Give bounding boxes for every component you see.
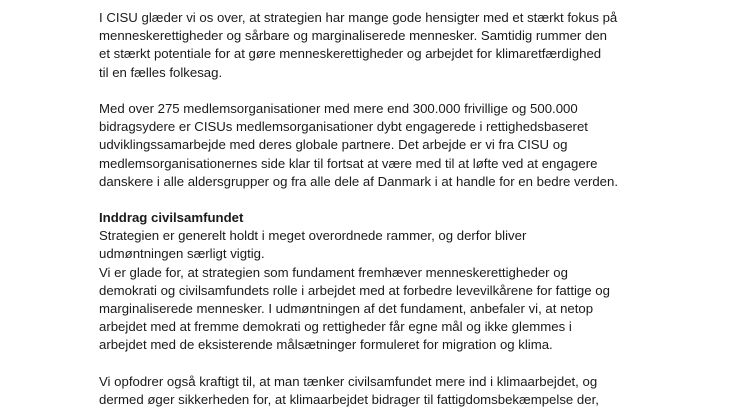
text-line: medlemsorganisationernes side klar til fortsat at være med til at løfte ved at engagere: [99, 155, 598, 171]
text-line: Vi opfodrer også kraftigt til, at man tænker civilsamfundet mere ind i klimaarbejdet, og: [99, 373, 598, 389]
strategy-paragraph: [99, 227, 659, 354]
text-line: arbejdet med de eksisterende målsætninger formuleret for migration og klima.: [99, 337, 553, 353]
climate-paragraph: [99, 373, 659, 409]
paragraph-spacer: [99, 355, 659, 373]
paragraph-spacer: [99, 82, 659, 100]
text-line: til en fælles folkesag.: [99, 64, 223, 80]
section-heading: Inddrag civilsamfundet: [99, 210, 244, 226]
text-line: bidragsydere er CISUs medlemsorganisationer dybt engagerede i rettighedsbaseret: [99, 119, 588, 135]
text-line: marginaliserede mennesker. I udmøntningen af det fundament, anbefaler vi, at netop: [99, 301, 594, 316]
text-line: et stærkt potentiale for at gøre menneskerettigheder og arbejdet for klimaretfærdighed: [99, 46, 602, 62]
text-line: udviklingssamarbejde med deres globale partnere. Det arbejde er vi fra CISU og: [99, 137, 568, 153]
text-line: Med over 275 medlemsorganisationer med mere end 300.000 frivillige og 500.000: [99, 100, 578, 116]
text-line: Vi er glade for, at strategien som fundament fremhæver menneskerettigheder og: [99, 264, 568, 280]
text-line: danskere i alle aldersgrupper og fra alle dele af Danmark i at handle for en bedre verden.: [99, 173, 619, 189]
text-line: dermed øger sikkerheden for, at klimaarbejdet bidrager til fattigdomsbekæmpelse der,: [99, 391, 599, 407]
text-line: udmøntningen særligt vigtig.: [99, 246, 265, 262]
text-line: I CISU glæder vi os over, at strategien har mange gode hensigter med et stærkt fokus på: [99, 10, 618, 25]
paragraph-spacer: [99, 191, 659, 209]
text-line: demokrati og civilsamfundets rolle i arbejdet med at forbedre levevilkårene for fattige og: [99, 282, 610, 298]
members-paragraph: [99, 100, 659, 191]
text-line: arbejdet med at fremme demokrati og rettigheder får egne mål og ikke glemmes i: [99, 319, 572, 335]
document-body: [99, 9, 659, 409]
intro-paragraph: [99, 9, 659, 82]
text-line: Strategien er generelt holdt i meget overordnede rammer, og derfor bliver: [99, 228, 527, 244]
text-line: menneskerettigheder og sårbare og marginaliserede mennesker. Samtidig rummer den: [99, 28, 607, 44]
